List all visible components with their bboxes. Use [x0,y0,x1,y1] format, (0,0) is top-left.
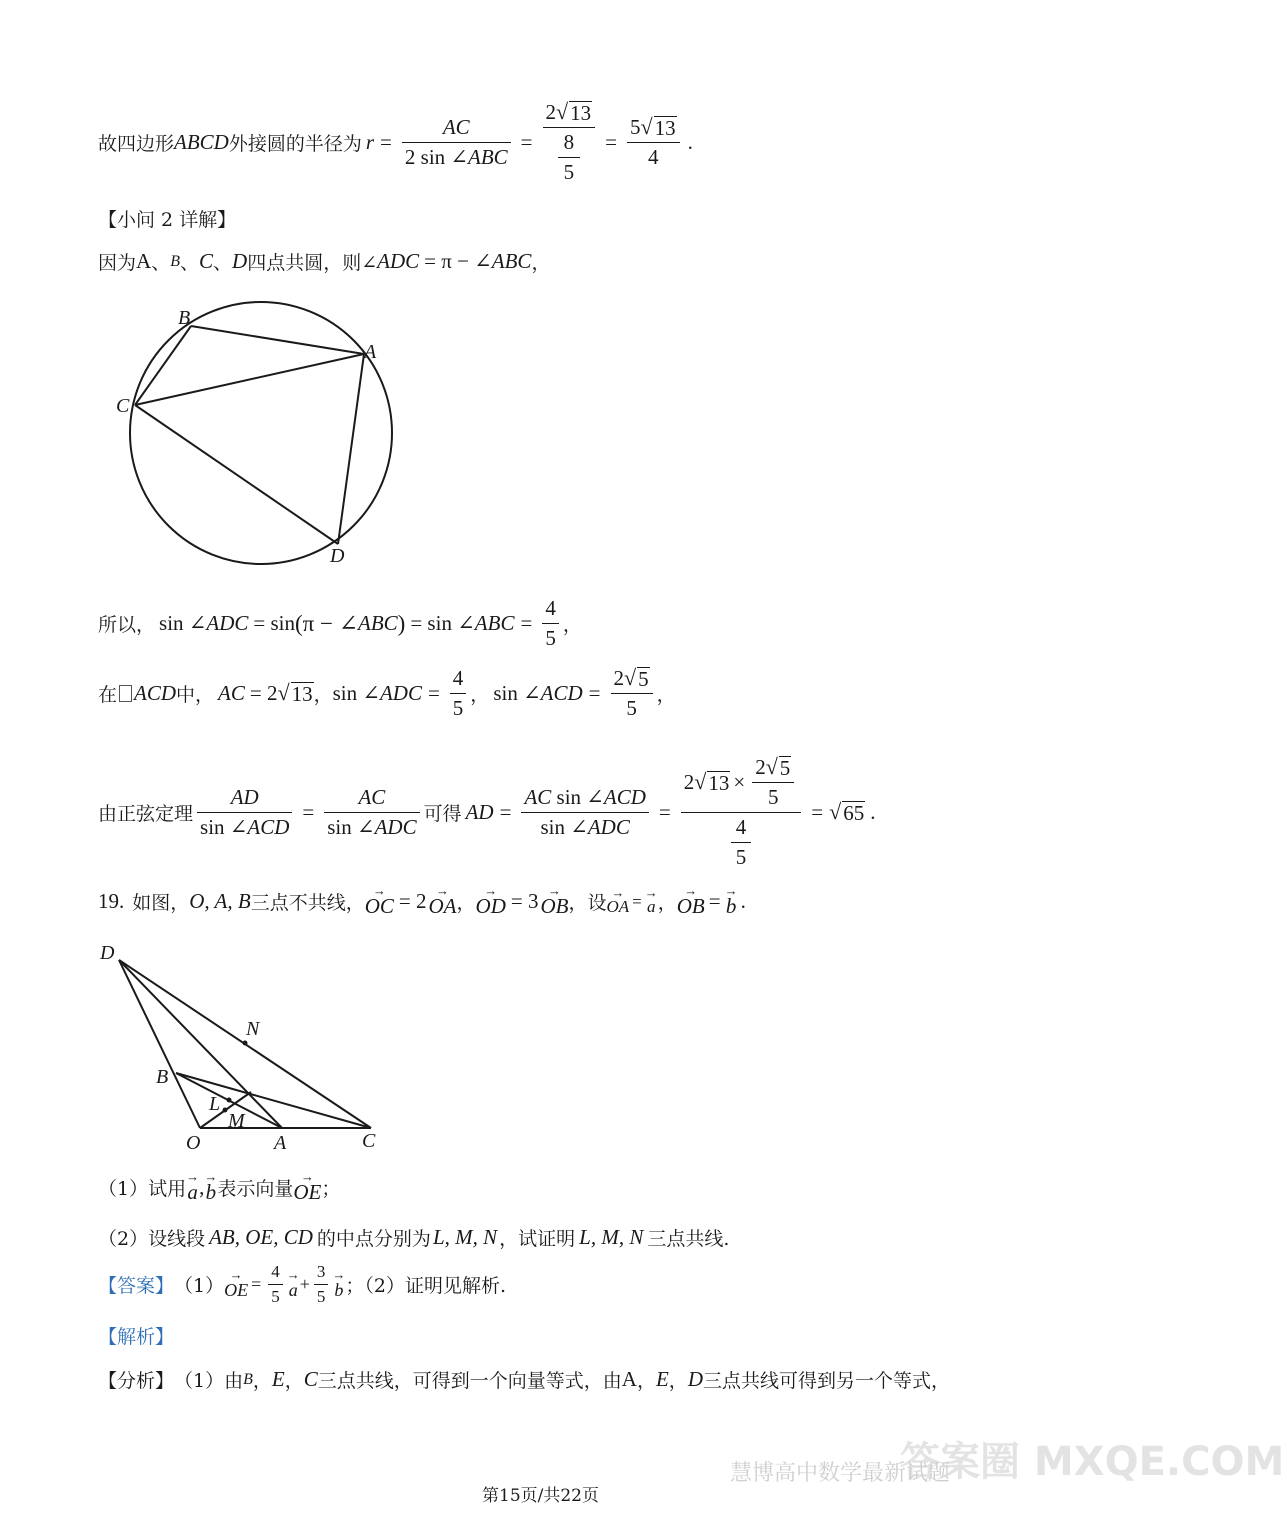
question-19-stem: 19. 如图， O, A, B 三点不共线， → OC = 2 → OA ， → OD = 3 → OB ，设 → OA = → a ， → OB = → b . [98,883,746,919]
triangle-acd-line: 在 ACD 中， AC = 2 √ 13 ， sin ∠ ADC = $\frac{4}{5}$ ， sin ∠ ACD = 2 √ 5 5 ， [98,665,676,721]
fraction: 2 √ 13 $\frac{8}{5}$ [543,100,596,185]
label-a: A [364,341,377,363]
label-c: C [116,395,130,417]
fraction: $\frac{AC}{\text{2 sin ∠ABC}}$ [402,115,511,170]
label-l: L [209,1093,221,1115]
label-o: O [186,1132,201,1154]
vector-triangle-diagram [96,935,396,1160]
part-2: （2）设线段 AB, OE, CD 的中点分别为 L, M, N ，试证明 L, M, N 三点共线. [98,1225,730,1250]
page-footer: 第15页/共22页 [482,1486,599,1506]
subquestion-2-heading: 【小问 2 详解】 [98,209,237,231]
text: 外接圆的半径为 [228,133,362,156]
label-d: D [330,545,345,567]
quad-name: ABCD [174,130,229,155]
label-b: B [178,307,191,329]
sine-theorem-line: 由正弦定理 $\frac{AD}{\text{sin ∠ACD}}$ = $\frac{AC}{\text{sin ∠ADC}}$ 可得 AD = $\frac{\text{AC sin ∠ACD}}{\text{sin ∠ADC}}$ = 2 √ 13 × 2 √ 5 5 $\frac{4}{5}$ = √ 65 . [98,754,876,870]
label-m: M [228,1110,245,1132]
label-n: N [246,1018,260,1040]
answer-tag: 【答案】 [98,1275,175,1297]
point-m [223,1108,228,1113]
label-c: C [362,1130,376,1152]
text: 故四边形 [98,133,175,156]
point-l [227,1098,232,1103]
missing-glyph-box [119,685,132,702]
segment-ad [338,354,364,544]
analysis-heading: 【解析】 [98,1326,175,1348]
segment-ca [135,354,364,405]
point-n [243,1041,248,1046]
radius-formula-line: 故四边形 ABCD 外接圆的半径为 r = $\frac{AC}{\text{2 sin ∠ABC}}$ = 2 √ 13 $\frac{8}{5}$ = 5 √ 13 4 . [98,99,693,185]
segment-od [119,960,200,1128]
segment-ba [191,326,364,354]
segment-bc [135,326,191,405]
segment-da [119,960,282,1128]
watermark-text: 慧博高中数学最新试题 [730,1461,951,1486]
cyclic-statement: 因为 A 、 B 、 C 、 D 四点共圆，则∠ ADC = π − ∠ ABC ， [98,249,551,274]
radius-symbol: r [365,130,375,155]
label-d: D [100,942,115,964]
cyclic-quadrilateral-diagram [100,290,420,580]
sine-equality-line: 所以， sin ∠ ADC = sin (π − ∠ ABC ) = sin ∠ ABC = $\frac{4}{5}$ ， [98,596,582,650]
part-1: （1）试用 → a , → b 表示向量 → OE ； [98,1169,341,1205]
label-b: B [156,1066,169,1088]
answer-line: 【答案】 （1） → OE = $\frac{4}{5}$ → a + $\frac{3}{5}$ → b ；（2）证明见解析. [98,1262,507,1306]
watermark-logo: 答案圈 MXQE.COM [900,1439,1284,1485]
analysis-line: 【分析】 （1）由 B ， E ， C 三点共线，可得到一个向量等式，由 A ， E ， D 三点共线可得到另一个等式， [98,1367,950,1392]
label-a: A [274,1132,287,1154]
fraction: 5 √ 13 4 [627,115,680,170]
